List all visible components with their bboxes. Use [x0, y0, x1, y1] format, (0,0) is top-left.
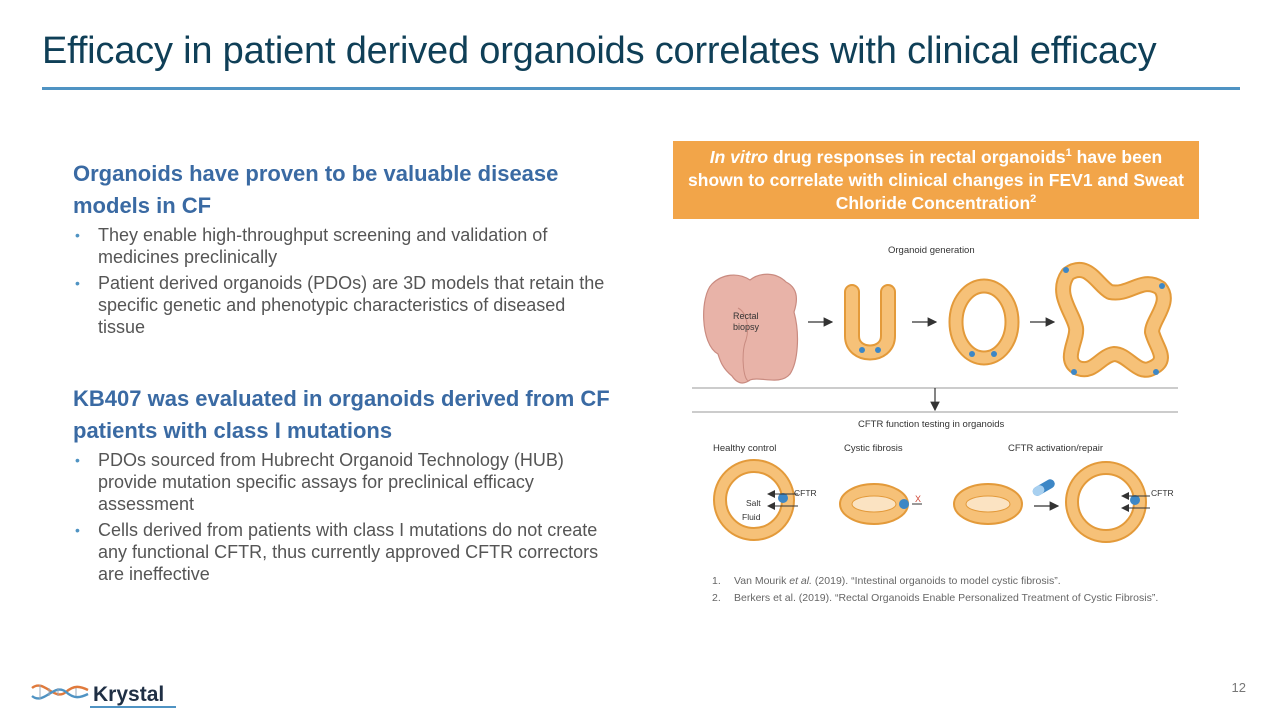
- cftr-testing-label: CFTR function testing in organoids: [858, 419, 1005, 430]
- bullet-text: Cells derived from patients with class I mutations do not create any functional CFTR, thus currently approved CFTR correctors are ineffective: [98, 520, 599, 584]
- callout-text: [685, 146, 1187, 215]
- organoid-generation-label: Organoid generation: [888, 245, 975, 256]
- organoid-diagram: [690, 236, 1182, 566]
- salt-label: Salt: [746, 498, 761, 508]
- rectal-label: Rectal: [733, 311, 759, 321]
- fluid-label: Fluid: [742, 512, 761, 522]
- cf-organoid-pretreatment: [954, 484, 1022, 524]
- reference-text: Berkers et al. (2019). “Rectal Organoids Enable Personalized Treatment of Cystic Fibrosis”.: [734, 592, 1159, 604]
- bullet-text: Patient derived organoids (PDOs) are 3D models that retain the specific genetic and phenotypic characteristics of diseased tissue: [98, 273, 605, 337]
- drug-capsule-icon: [1031, 478, 1056, 498]
- cftr-label-healthy: CFTR: [794, 488, 817, 498]
- reference-item: [712, 590, 1158, 607]
- reference-italic: et al.: [789, 575, 813, 587]
- cf-organoid: [840, 484, 922, 524]
- bullet-item: [73, 449, 613, 515]
- slide-title: Efficacy in patient derived organoids correlates with clinical efficacy: [42, 30, 1157, 72]
- page-number: 12: [1231, 680, 1246, 695]
- x-mark: X: [915, 494, 922, 504]
- bullet-item: [73, 272, 613, 338]
- left-column: [73, 158, 613, 589]
- section1-heading: Organoids have proven to be valuable disease models in CF: [73, 161, 559, 218]
- bullet-text: They enable high-throughput screening and validation of medicines preclinically: [98, 225, 548, 267]
- bullet-item: [73, 224, 613, 268]
- reference-item: [712, 573, 1158, 590]
- logo-wordmark: Krystal: [93, 683, 165, 706]
- budding-organoid: [1063, 267, 1165, 375]
- biopsy-label: biopsy: [733, 322, 760, 332]
- callout-text-b: have been shown to correlate with clinical changes in FEV1 and Sweat Chloride Concentration: [688, 146, 1184, 213]
- logo-underline: [90, 706, 176, 708]
- healthy-control-label: Healthy control: [713, 443, 777, 454]
- crypt-illustration: [852, 292, 888, 353]
- bullet-dot-icon: •: [75, 522, 80, 538]
- bullet-dot-icon: •: [75, 275, 80, 291]
- round-organoid: [956, 286, 1012, 358]
- reference-number: 1.: [712, 575, 721, 587]
- bullet-text: PDOs sourced from Hubrecht Organoid Technology (HUB) provide mutation specific assays for preclinical efficacy assessment: [98, 450, 564, 514]
- colon-illustration: [704, 274, 798, 383]
- section-kb407: [73, 383, 613, 585]
- reference-number: 2.: [712, 592, 721, 604]
- cftr-label-repaired: CFTR: [1151, 488, 1174, 498]
- bullet-item: [73, 519, 613, 585]
- reference-text: Van Mourik: [734, 575, 790, 587]
- cftr-activation-label: CFTR activation/repair: [1008, 443, 1104, 454]
- callout-sup-b: 2: [1030, 192, 1037, 205]
- callout-sup-a: 1: [1065, 146, 1072, 159]
- callout-italic: In vitro: [709, 146, 769, 167]
- reference-text-end: (2019). “Intestinal organoids to model cystic fibrosis”.: [812, 575, 1061, 587]
- callout-text-a: drug responses in rectal organoids: [768, 146, 1066, 167]
- section1-bullets: [73, 224, 613, 338]
- references-list: [712, 573, 1158, 607]
- title-divider: [42, 87, 1240, 90]
- callout-box: [673, 141, 1199, 219]
- healthy-organoid: [720, 466, 817, 534]
- section2-heading: KB407 was evaluated in organoids derived from CF patients with class I mutations: [73, 386, 610, 443]
- repaired-organoid: [1072, 468, 1174, 536]
- section2-bullets: [73, 449, 613, 585]
- cystic-fibrosis-label: Cystic fibrosis: [844, 443, 903, 454]
- bullet-dot-icon: •: [75, 227, 80, 243]
- bullet-dot-icon: •: [75, 452, 80, 468]
- section-organoids: [73, 158, 613, 338]
